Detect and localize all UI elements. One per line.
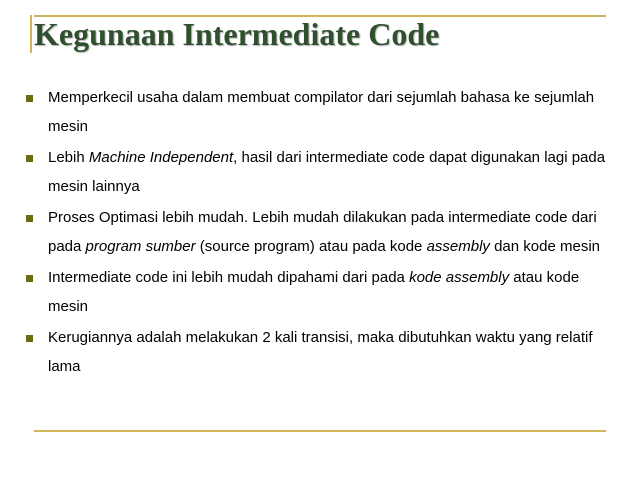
slide-title: Kegunaan Intermediate Code xyxy=(34,16,440,52)
bullet-item xyxy=(26,144,606,201)
bullet-text xyxy=(48,264,606,321)
bullet-item xyxy=(26,264,606,321)
square-bullet-icon xyxy=(26,275,33,282)
bullet-text-segment: Lebih xyxy=(48,149,89,166)
bullet-text-segment: Intermediate code ini lebih mudah dipahami dari pada xyxy=(48,269,410,286)
bullet-text-segment: atau kode mesin xyxy=(48,269,580,315)
bullet-text-italic-segment: kode assembly xyxy=(409,269,510,286)
bullet-text-italic-segment: Machine Independent xyxy=(88,149,234,166)
square-bullet-icon xyxy=(26,95,33,102)
square-bullet-icon xyxy=(26,215,33,222)
bullet-item xyxy=(26,204,606,261)
bullet-text-segment: (source program) atau pada kode xyxy=(195,237,427,255)
bullet-item xyxy=(26,84,606,141)
title-left-rule xyxy=(30,15,32,53)
square-bullet-icon xyxy=(26,155,33,162)
bullet-text-segment: Memperkecil usaha dalam membuat compilator dari sejumlah bahasa ke sejumlah mesin xyxy=(48,89,595,135)
bullet-text-italic-segment: program sumber xyxy=(85,237,196,255)
bullet-text xyxy=(48,144,606,201)
bullet-text-segment: , hasil dari intermediate code dapat digunakan lagi pada mesin lainnya xyxy=(48,149,606,195)
bullet-text-segment: Proses Optimasi lebih mudah. Lebih mudah dilakukan pada intermediate code dari pada xyxy=(48,209,597,255)
square-bullet-icon xyxy=(26,335,33,342)
bullet-text-segment: dan kode mesin xyxy=(489,237,600,255)
footer-rule xyxy=(34,430,606,432)
bullet-text xyxy=(48,204,606,261)
bullet-text-segment: Kerugiannya adalah melakukan 2 kali transisi, maka dibutuhkan waktu yang relatif lama xyxy=(48,329,593,375)
bullet-text xyxy=(48,324,606,381)
bullet-text-italic-segment: assembly xyxy=(426,237,490,255)
bullet-list xyxy=(26,84,606,384)
bullet-item xyxy=(26,324,606,381)
bullet-text xyxy=(48,84,606,141)
